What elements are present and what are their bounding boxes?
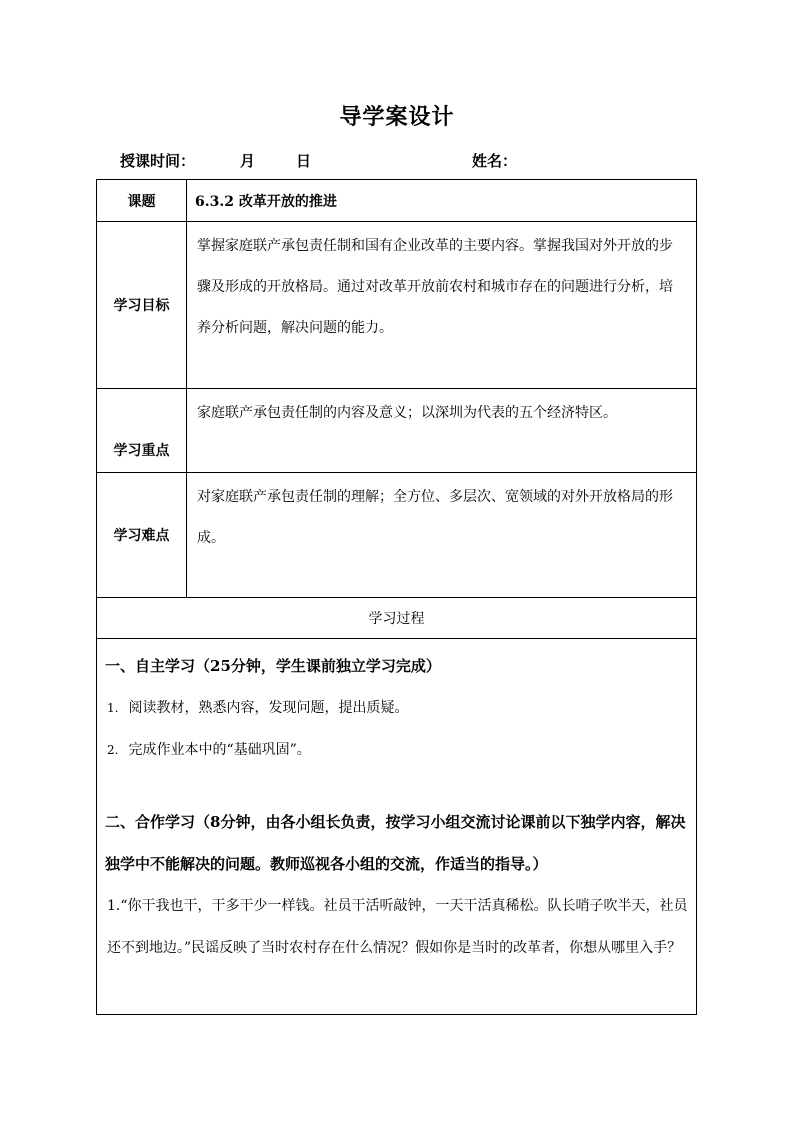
difficult-row <box>97 473 697 598</box>
process-header-row <box>97 598 697 639</box>
goals-text: 掌握家庭联产承包责任制和国有企业改革的主要内容。掌握我国对外开放的步骤及形成的开放格局。通过对改革开放前农村和城市存在的问题进行分析，培养分析问题，解决问题的能力。 <box>187 222 697 389</box>
info-row <box>0 146 794 172</box>
process-label: 学习过程 <box>97 598 697 639</box>
topic-value: 6.3.2 改革开放的推进 <box>187 180 697 222</box>
difficult-text: 对家庭联产承包责任制的理解；全方位、多层次、宽领域的对外开放格局的形成。 <box>187 473 697 598</box>
item-number: 1. <box>107 701 119 715</box>
spacer <box>105 771 688 801</box>
process-content <box>97 639 697 1015</box>
goals-label: 学习目标 <box>97 222 187 389</box>
month-label: 月 <box>240 152 256 170</box>
key-row <box>97 389 697 473</box>
key-text: 家庭联产承包责任制的内容及意义；以深圳为代表的五个经济特区。 <box>187 389 697 473</box>
topic-row <box>97 180 697 222</box>
item-text: 完成作业本中的“基础巩固”。 <box>128 742 311 758</box>
item-number: 2. <box>107 743 119 757</box>
page-title: 导学案设计 <box>339 104 455 130</box>
section1-item-2 <box>105 729 688 771</box>
section2-heading: 二、合作学习（8分钟，由各小组长负责，按学习小组交流讨论课前以下独学内容，解决独学中不能解决的问题。教师巡视各小组的交流，作适当的指导。） <box>105 813 686 873</box>
time-label: 授课时间： <box>120 152 196 170</box>
process-content-row <box>97 639 697 1015</box>
key-label: 学习重点 <box>97 389 187 473</box>
topic-label: 课题 <box>97 180 187 222</box>
difficult-label: 学习难点 <box>97 473 187 598</box>
section1-heading: 一、自主学习（25分钟，学生课前独立学习完成） <box>105 657 441 675</box>
lesson-table <box>96 179 697 1015</box>
item-text: 阅读教材，熟悉内容，发现问题，提出质疑。 <box>128 700 409 716</box>
section1-item-1 <box>105 687 688 729</box>
name-label: 姓名： <box>472 152 518 170</box>
day-label: 日 <box>296 152 312 170</box>
goals-row <box>97 222 697 389</box>
section2-item-1: 1.“你干我也干，干多干少一样钱。社员干活听敲钟，一天干活真稀松。队长哨子吹半天，社员还不到地边。”民谣反映了当时农村存在什么情况？假如你是当时的改革者，你想从哪里入手？ <box>107 898 688 956</box>
